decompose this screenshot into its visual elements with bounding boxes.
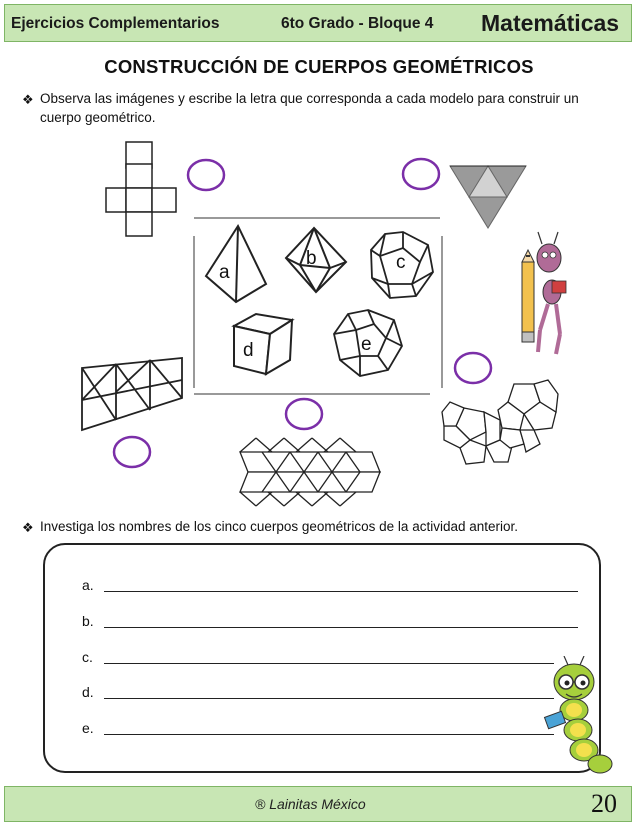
- header-series: Ejercicios Complementarios: [11, 15, 220, 32]
- footer-band: [4, 786, 632, 822]
- answer-circle-cube-net[interactable]: [188, 160, 224, 190]
- cube-solid: [234, 314, 292, 374]
- answer-circle-tetrahedron-net[interactable]: [403, 159, 439, 189]
- answer-line-c[interactable]: [104, 663, 554, 664]
- header-grade: 6to Grado - Bloque 4: [281, 15, 434, 32]
- answer-row-d: [82, 684, 94, 700]
- icosahedron-net-illustration: [240, 438, 380, 506]
- cube-net-illustration: [106, 142, 176, 236]
- header-subject: Matemáticas: [481, 10, 620, 36]
- dodecahedron-net-illustration: [442, 380, 558, 464]
- answer-row-c: [82, 649, 93, 665]
- answer-line-b[interactable]: [104, 627, 578, 628]
- answer-label-c: c.: [82, 649, 93, 665]
- page-number: 20: [591, 789, 617, 818]
- answer-box: [43, 543, 601, 773]
- caterpillar-mascot-illustration: [540, 656, 616, 774]
- answer-line-d[interactable]: [104, 698, 554, 699]
- answer-label-e: e.: [82, 720, 94, 736]
- solid-letter-b: b: [306, 248, 317, 269]
- solid-letter-a: a: [219, 262, 230, 283]
- answer-label-d: d.: [82, 684, 94, 700]
- octahedron-net-illustration: [82, 358, 182, 430]
- answer-line-e[interactable]: [104, 734, 554, 735]
- answer-label-a: a.: [82, 577, 94, 593]
- octahedron-solid: [286, 228, 346, 292]
- tetrahedron-net-illustration: [450, 166, 526, 228]
- solid-letter-d: d: [243, 340, 254, 361]
- solid-letter-e: e: [361, 334, 372, 355]
- answer-circle-dodecahedron-net[interactable]: [455, 353, 491, 383]
- answer-circle-icosahedron-net[interactable]: [286, 399, 322, 429]
- instruction-line-1: Observa las imágenes y escribe la letra que corresponda a cada modelo para construir un: [40, 91, 579, 106]
- answer-row-a: [82, 577, 94, 593]
- ant-mascot-illustration: [522, 232, 566, 354]
- bullet-icon: ❖: [22, 92, 34, 107]
- answer-row-b: [82, 613, 94, 629]
- answer-label-b: b.: [82, 613, 94, 629]
- answer-line-a[interactable]: [104, 591, 578, 592]
- icosahedron-solid: [371, 232, 433, 298]
- answer-circle-octahedron-net[interactable]: [114, 437, 150, 467]
- dodecahedron-solid: [334, 310, 402, 376]
- footer-credit: ® Lainitas México: [255, 796, 366, 812]
- page-title: CONSTRUCCIÓN DE CUERPOS GEOMÉTRICOS: [104, 56, 534, 77]
- bullet-icon: ❖: [22, 520, 34, 535]
- answer-row-e: [82, 720, 94, 736]
- tetrahedron-solid: [206, 226, 266, 302]
- instruction-line-2: cuerpo geométrico.: [40, 110, 156, 125]
- solid-letter-c: c: [396, 252, 406, 273]
- instruction-research: Investiga los nombres de los cinco cuerpos geométricos de la actividad anterior.: [40, 519, 519, 534]
